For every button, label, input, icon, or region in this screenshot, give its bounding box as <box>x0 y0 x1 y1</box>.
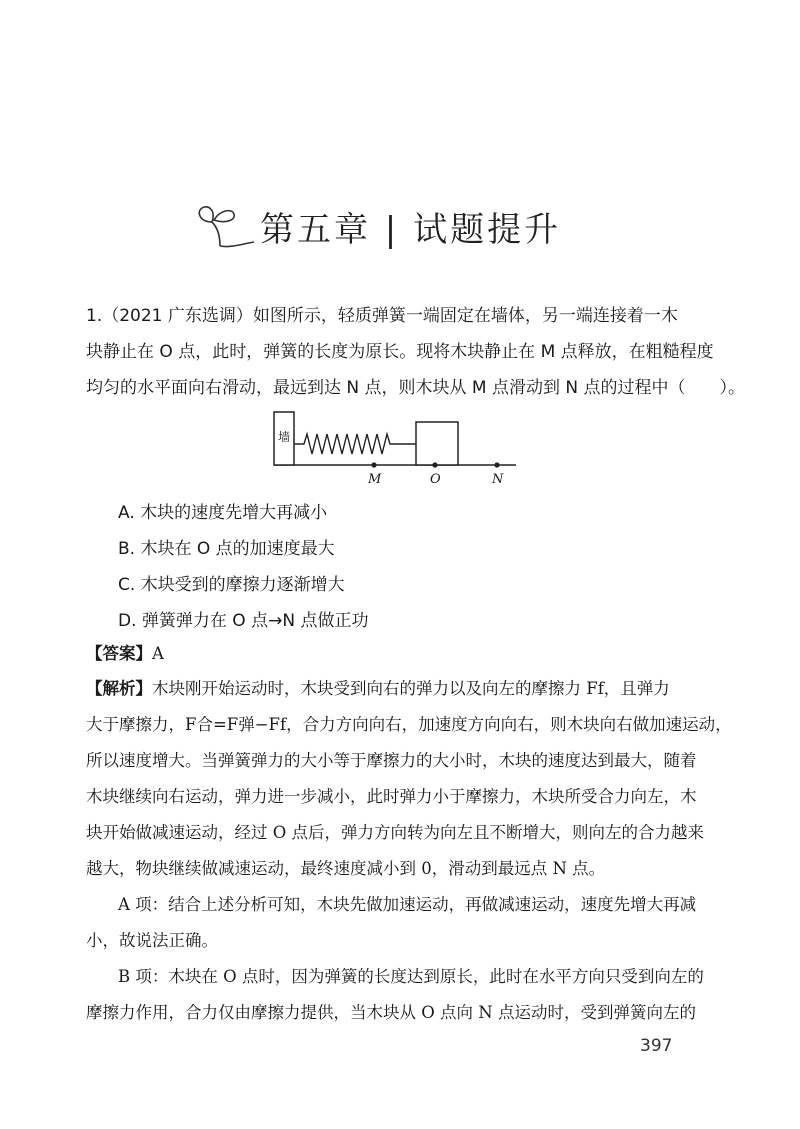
spring-coil <box>294 434 416 454</box>
point-o-dot <box>432 462 437 467</box>
analysis-line: 块开始做减速运动，经过 O 点后，弹力方向转为向左且不断增大，则向左的合力越来 <box>86 823 705 842</box>
answer-value: A <box>152 644 164 663</box>
question-line: 均匀的水平面向右滑动，最远到达 N 点，则木块从 M 点滑动到 N 点的过程中（ ）。 <box>86 378 746 398</box>
option-c: C. 木块受到的摩擦力逐渐增大 <box>118 575 345 595</box>
point-m-dot <box>371 462 376 467</box>
analysis-line: 越大，物块继续做减速运动，最终速度减小到 0，滑动到最远点 N 点。 <box>86 859 606 878</box>
sprout-icon <box>190 196 260 256</box>
point-label-n: N <box>492 472 504 487</box>
item-a-line: A 项：结合上述分析可知，木块先做加速运动，再做减速运动，速度先增大再减 <box>118 895 697 914</box>
question-line: 1.（2021 广东选调）如图所示，轻质弹簧一端固定在墙体，另一端连接着一木 <box>86 306 678 326</box>
option-d: D. 弹簧弹力在 O 点→N 点做正功 <box>118 611 369 631</box>
analysis-line: 大于摩擦力，F合=F弹−Ff，合力方向向右，加速度方向向右，则木块向右做加速运动， <box>86 715 732 734</box>
analysis-line: 【解析】木块刚开始运动时，木块受到向右的弹力以及向左的摩擦力 Ff，且弹力 <box>86 679 670 698</box>
spring-block-figure <box>270 404 520 494</box>
item-b-line: 摩擦力作用，合力仅由摩擦力提供，当木块从 O 点向 N 点运动时，受到弹簧向左的 <box>86 1003 696 1022</box>
option-a: A. 木块的速度先增大再减小 <box>118 503 328 523</box>
item-b-line: B 项：木块在 O 点时，因为弹簧的长度达到原长，此时在水平方向只受到向左的 <box>118 967 704 986</box>
chapter-heading <box>190 196 562 256</box>
answer-label: 【答案】 <box>86 644 152 663</box>
option-b: B. 木块在 O 点的加速度最大 <box>118 539 335 559</box>
answer-line <box>86 640 164 664</box>
point-label-m: M <box>368 472 382 487</box>
analysis-label: 【解析】 <box>86 679 152 698</box>
page-number: 397 <box>640 1036 673 1056</box>
spring-block-diagram <box>270 404 520 494</box>
wooden-block <box>416 422 458 465</box>
chapter-title: 第五章 | 试题提升 <box>260 210 562 250</box>
point-n-dot <box>494 462 499 467</box>
analysis-line: 所以速度增大。当弹簧弹力的大小等于摩擦力的大小时，木块的速度达到最大，随着 <box>86 751 697 770</box>
point-label-o: O <box>430 472 441 487</box>
question-line: 块静止在 O 点，此时，弹簧的长度为原长。现将木块静止在 M 点释放，在粗糙程度 <box>86 342 714 362</box>
analysis-line: 木块继续向右运动，弹力进一步减小，此时弹力小于摩擦力，木块所受合力向左，木 <box>86 787 697 806</box>
item-a-line: 小，故说法正确。 <box>86 931 218 950</box>
wall-label: 墙 <box>278 430 291 444</box>
